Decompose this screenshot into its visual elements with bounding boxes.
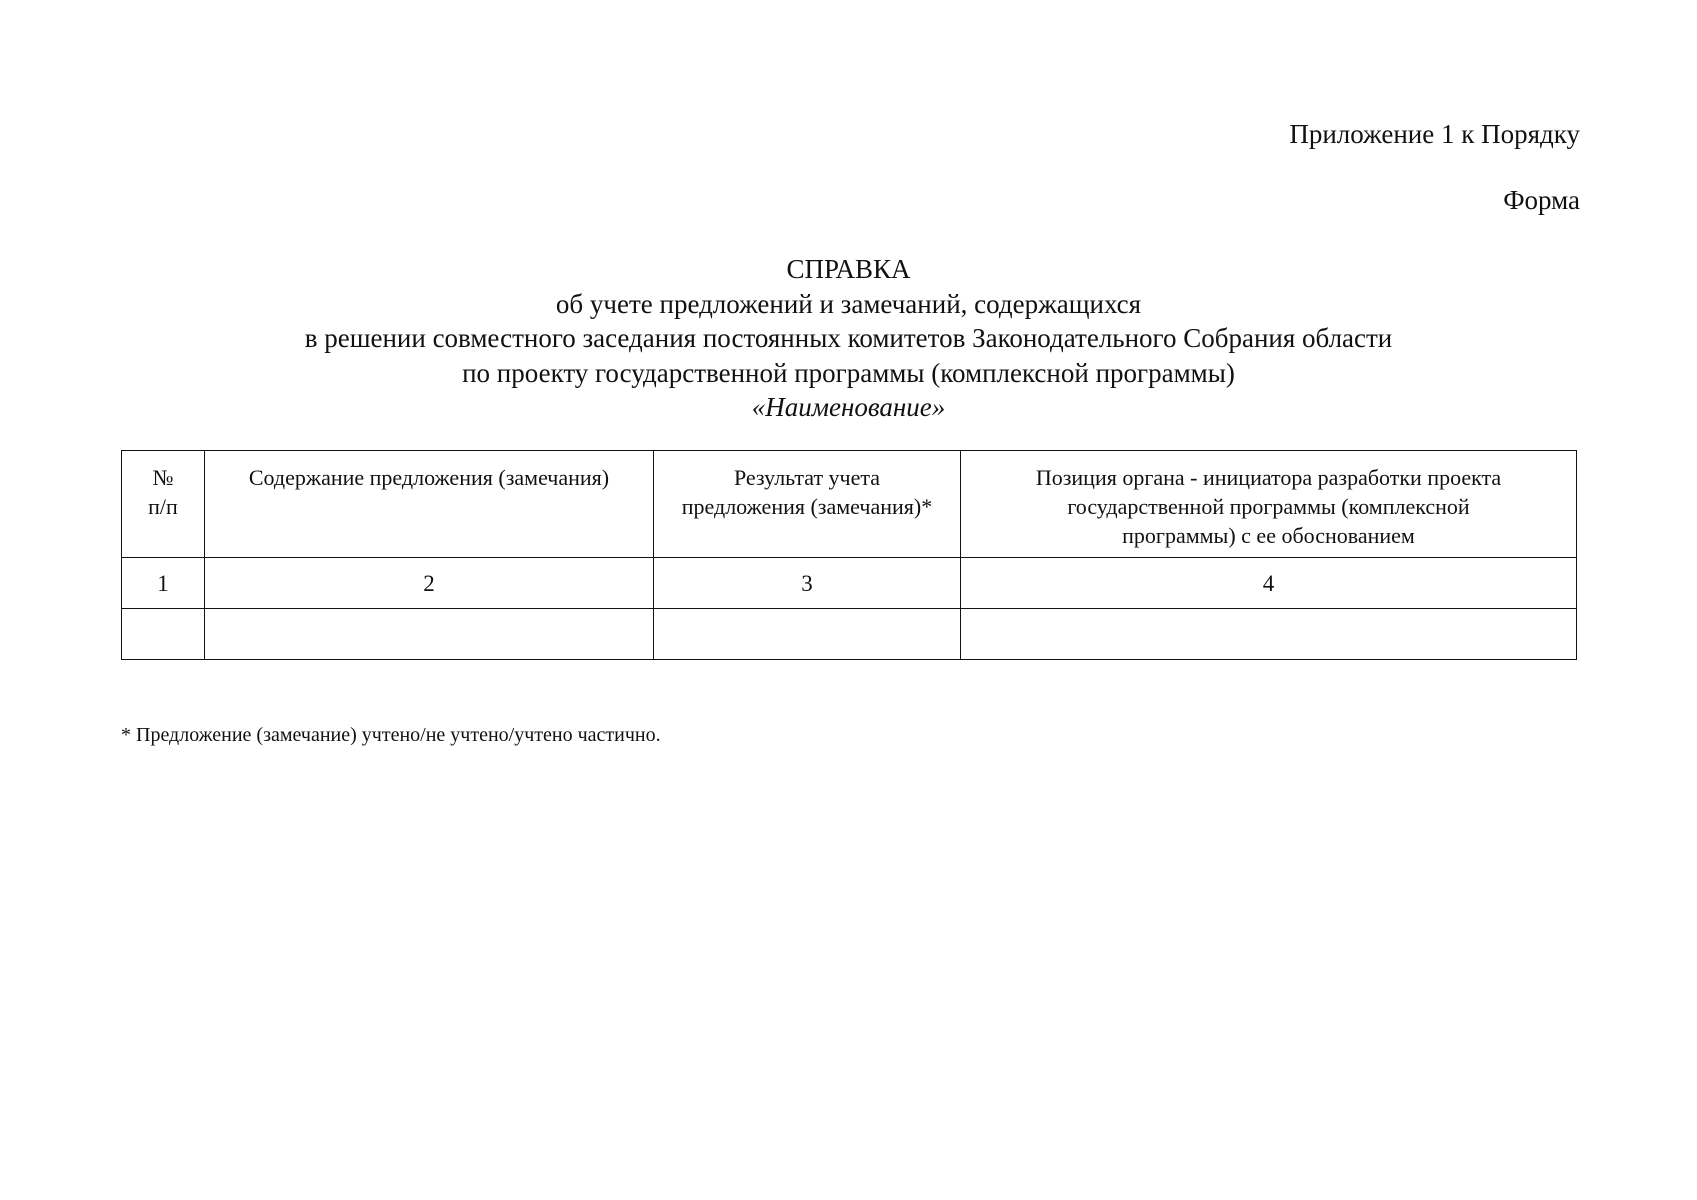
header-cell-position-line-1: Позиция органа - инициатора разработки проекта bbox=[1035, 465, 1502, 490]
header-cell-content-line-1: Содержание предложения (замечания) bbox=[248, 465, 610, 490]
header-cell-number bbox=[122, 451, 205, 558]
header-cell-result-line-1: Результат учета bbox=[733, 465, 881, 490]
table-header-row bbox=[122, 451, 1577, 558]
header-cell-result-line-2: предложения (замечания)* bbox=[681, 494, 933, 519]
header-cell-number-line-2: п/п bbox=[148, 494, 178, 519]
footnote: * Предложение (замечание) учтено/не учтено/учтено частично. bbox=[121, 724, 661, 746]
header-cell-position bbox=[961, 451, 1577, 558]
document-title-block bbox=[0, 252, 1697, 425]
table-cell bbox=[654, 609, 961, 660]
header-cell-number-line-1: № bbox=[152, 465, 174, 490]
proposals-table bbox=[121, 450, 1577, 660]
column-number-cell: 4 bbox=[961, 558, 1577, 609]
table-cell bbox=[961, 609, 1577, 660]
header-cell-position-line-3: программы) с ее обоснованием bbox=[1122, 523, 1415, 548]
document-subtitle-line-3: по проекту государственной программы (комплексной программы) bbox=[462, 357, 1235, 388]
header-cell-position-line-2: государственной программы (комплексной bbox=[1067, 494, 1470, 519]
column-number-row bbox=[122, 558, 1577, 609]
program-name-placeholder: «Наименование» bbox=[751, 392, 946, 422]
table-cell bbox=[122, 609, 205, 660]
column-number-cell: 3 bbox=[654, 558, 961, 609]
column-number-cell: 1 bbox=[122, 558, 205, 609]
document-subtitle-line-2: в решении совместного заседания постоянных комитетов Законодательного Собрания области bbox=[304, 323, 1393, 353]
document-title: СПРАВКА bbox=[786, 254, 911, 284]
appendix-label: Приложение 1 к Порядку bbox=[1289, 119, 1580, 149]
header-cell-content bbox=[205, 451, 654, 558]
header-cell-result bbox=[654, 451, 961, 558]
column-number-cell: 2 bbox=[205, 558, 654, 609]
form-label: Форма bbox=[1503, 185, 1580, 215]
document-subtitle-line-1: об учете предложений и замечаний, содержащихся bbox=[555, 288, 1142, 319]
table-row bbox=[122, 609, 1577, 660]
table-cell bbox=[205, 609, 654, 660]
